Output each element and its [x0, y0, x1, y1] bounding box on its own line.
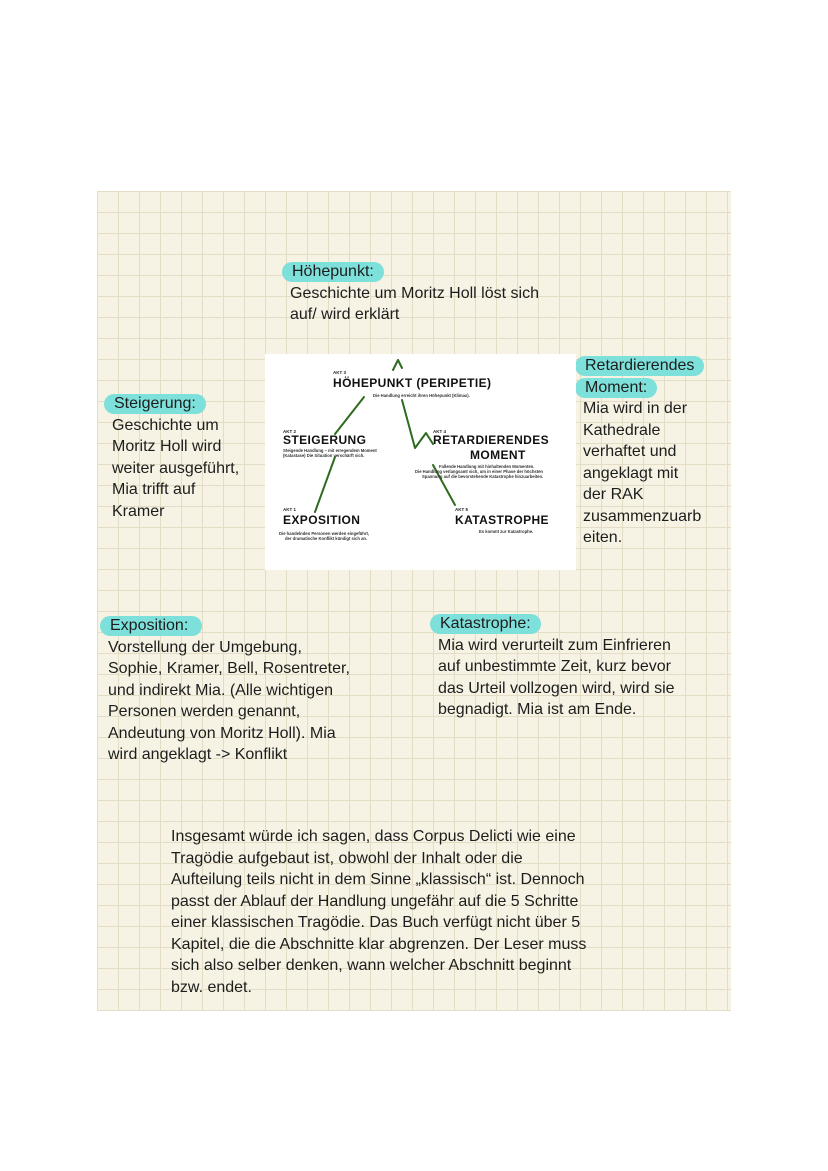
note-exposition-body: Vorstellung der Umgebung, Sophie, Kramer, Bell, Rosentreter, und indirekt Mia. (Alle wichtigen Personen werden genannt, Andeutung von Moritz Holl). Mia wird angeklagt -> Konflikt: [108, 638, 350, 763]
akt4-label: AKT 4: [433, 429, 447, 434]
akt3-title: HÖHEPUNKT (PERIPETIE): [333, 376, 492, 390]
line-steigerung-to-hoehepunkt: [335, 397, 364, 434]
akt2-title: STEIGERUNG: [283, 433, 367, 447]
akt2-desc-1: Steigende Handlung – mit erregendem Moment: [283, 448, 377, 453]
note-katastrophe-body: Mia wird verurteilt zum Einfrieren auf unbestimmte Zeit, kurz bevor das Urteil vollzogen wird, wird sie begnadigt. Mia ist am Ende.: [438, 636, 675, 718]
note-katastrophe: [438, 613, 723, 721]
akt4-title-1: RETARDIERENDES: [433, 433, 550, 447]
note-hoehepunkt: [290, 261, 610, 326]
line-hoehepunkt-up: [393, 360, 398, 370]
freytag-pyramid-svg: [265, 354, 576, 570]
note-hoehepunkt-heading: Höhepunkt:: [282, 262, 384, 282]
line-hoehepunkt-down: [398, 360, 402, 368]
akt5-desc: Es kommt zur Katastrophe.: [479, 529, 534, 534]
akt4-title-2: MOMENT: [470, 448, 526, 462]
note-steigerung: [112, 393, 262, 522]
akt1-title: EXPOSITION: [283, 513, 361, 527]
line-hoehepunkt-to-retardierendes: [402, 400, 433, 448]
note-hoehepunkt-body: Geschichte um Moritz Holl löst sich auf/ wird erklärt: [290, 284, 539, 323]
akt1-desc-1: Die handelnden Personen werden eingeführt,: [279, 531, 370, 536]
note-exposition-heading: Exposition:: [100, 616, 202, 636]
note-steigerung-body: Geschichte um Moritz Holl wird weiter ausgeführt, Mia trifft auf Kramer: [112, 416, 240, 520]
note-exposition: [108, 615, 408, 766]
akt3-label: AKT 3: [333, 370, 347, 375]
akt3-desc: Die Handlung erreicht ihren Höhepunkt (Klimax).: [373, 393, 470, 398]
line-exposition-to-steigerung: [315, 457, 335, 512]
note-katastrophe-heading: Katastrophe:: [430, 614, 541, 634]
akt5-title: KATASTROPHE: [455, 513, 549, 527]
note-retardierendes-body: Mia wird in der Kathedrale verhaftet und angeklagt mit der RAK zusammenzuarb eiten.: [583, 400, 702, 546]
akt4-desc-1: Fallende Handlung mit hinhaltenden Momenten.: [439, 464, 535, 469]
note-steigerung-heading: Steigerung:: [104, 394, 206, 414]
note-retardierendes-heading-1: Retardierendes: [575, 356, 704, 376]
akt4-desc-3: Spannung auf die bevorstehende Katastrophe hinzuarbeiten.: [422, 474, 544, 479]
note-retardierendes-heading-2: Moment:: [575, 378, 657, 398]
akt1-label: AKT 1: [283, 507, 297, 512]
freytag-pyramid-diagram: [265, 354, 576, 570]
akt4-desc-2: Die Handlung verlangsamt sich, um in einer Phase der höchsten: [415, 469, 543, 474]
akt2-label: AKT 2: [283, 429, 297, 434]
akt1-desc-2: der dramatische Konflikt kündigt sich an.: [285, 536, 368, 541]
akt2-desc-2: (Katastase) Die Situation verschärft sich.: [283, 453, 365, 458]
note-retardierendes-moment: [583, 355, 723, 549]
summary-paragraph: Insgesamt würde ich sagen, dass Corpus Delicti wie eine Tragödie aufgebaut ist, obwohl der Inhalt oder die Aufteilung teils nicht in dem Sinne „klassisch“ ist. Dennoch passt der Ablauf der Handlung ungefähr auf die 5 Schritte einer klassischen Tragödie. Das Buch verfügt nicht über 5 Kapitel, die die Abschnitte klar abgrenzen. Der Leser muss sich also selber denken, wann welcher Abschnitt beginnt bzw. endet.: [171, 828, 587, 996]
akt5-label: AKT 5: [455, 507, 469, 512]
